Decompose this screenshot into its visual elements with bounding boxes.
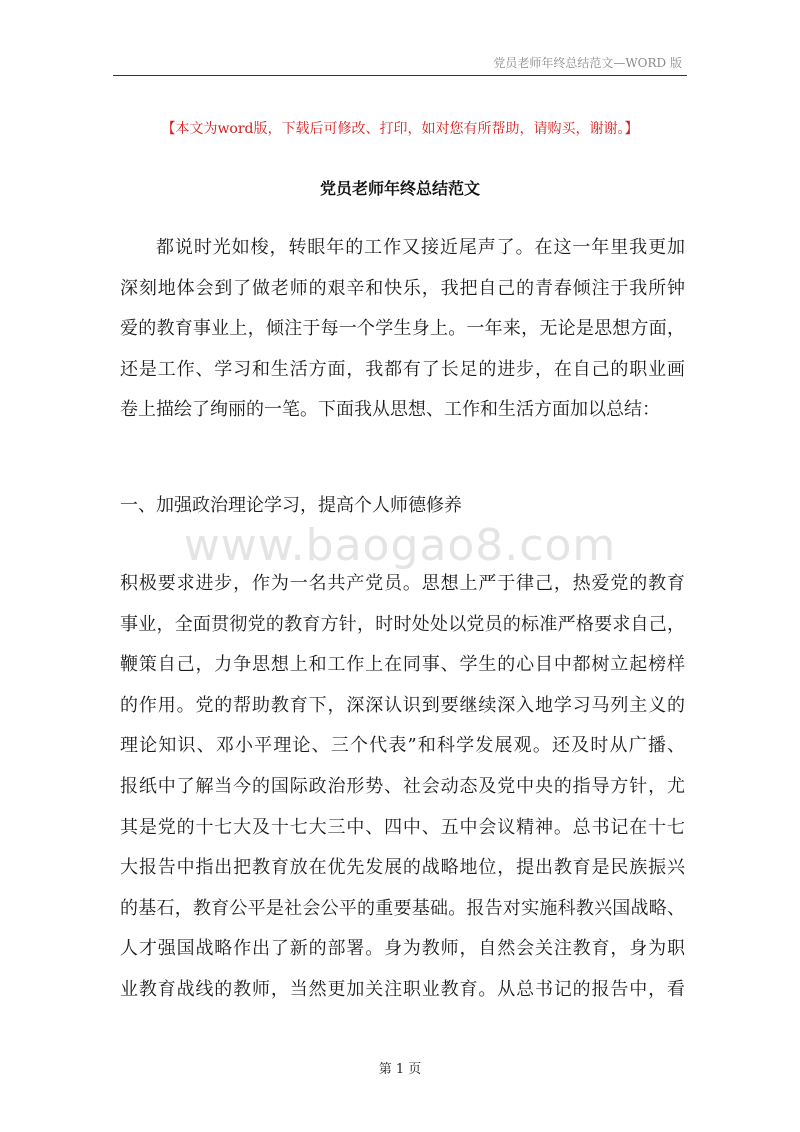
paragraph-line: 人才强国战略作出了新的部署。身为教师，自然会关注教育，身为职 [120,938,685,960]
paragraph-line: 的作用。党的帮助教育下，深深认识到要继续深入地学习马列主义的 [120,694,685,716]
paragraph-line: 业教育战线的教师，当然更加关注职业教育。从总书记的报告中，看 [120,978,685,1000]
running-header: 党员老师年终总结范文—WORD 版 [493,56,682,70]
paragraph-line: 都说时光如梭，转眼年的工作又接近尾声了。在这一年里我更加 [156,237,685,258]
section-heading: 一、加强政治理论学习，提高个人师德修养 [120,495,462,516]
paragraph-line: 报纸中了解当今的国际政治形势、社会动态及党中央的指导方针，尤 [120,775,685,797]
download-notice: 【本文为word版，下载后可修改、打印，如对您有所帮助，请购买，谢谢。】 [161,121,639,137]
intro-paragraph [120,228,685,431]
paragraph-line: 鞭策自己，力争思想上和工作上在同事、学生的心目中都树立起榜样 [120,654,685,676]
paragraph-line: 积极要求进步，作为一名共产党员。思想上严于律己，热爱党的教育 [120,573,685,594]
paragraph-line: 爱的教育事业上，倾注于每一个学生身上。一年来，无论是思想方面， [120,318,685,340]
paragraph-line: 的基石，教育公平是社会公平的重要基础。报告对实施科教兴国战略、 [120,897,685,919]
paragraph-line: 卷上描绘了绚丽的一笔。下面我从思想、工作和生活方面加以总结： [120,399,660,421]
document-title: 党员老师年终总结范文 [319,179,480,198]
paragraph-line: 事业，全面贯彻党的教育方针，时时处处以党员的标准严格要求自己， [120,613,685,635]
paragraph-line: 深刻地体会到了做老师的艰辛和快乐，我把自己的青春倾注于我所钟 [120,277,685,299]
body-paragraph [120,564,685,1011]
paragraph-line: 其是党的十七大及十七大三中、四中、五中会议精神。总书记在十七 [120,816,685,838]
watermark: www.baogao8.com [183,520,617,571]
paragraph-line: 大报告中指出把教育放在优先发展的战略地位，提出教育是民族振兴 [120,857,685,879]
paragraph-line: 还是工作、学习和生活方面，我都有了长足的进步，在自己的职业画 [120,358,685,380]
paragraph-line: 理论知识、邓小平理论、三个代表”和科学发展观。还及时从广播、 [120,735,685,757]
page-number: 第 1 页 [378,1062,422,1077]
header-divider [113,75,687,76]
